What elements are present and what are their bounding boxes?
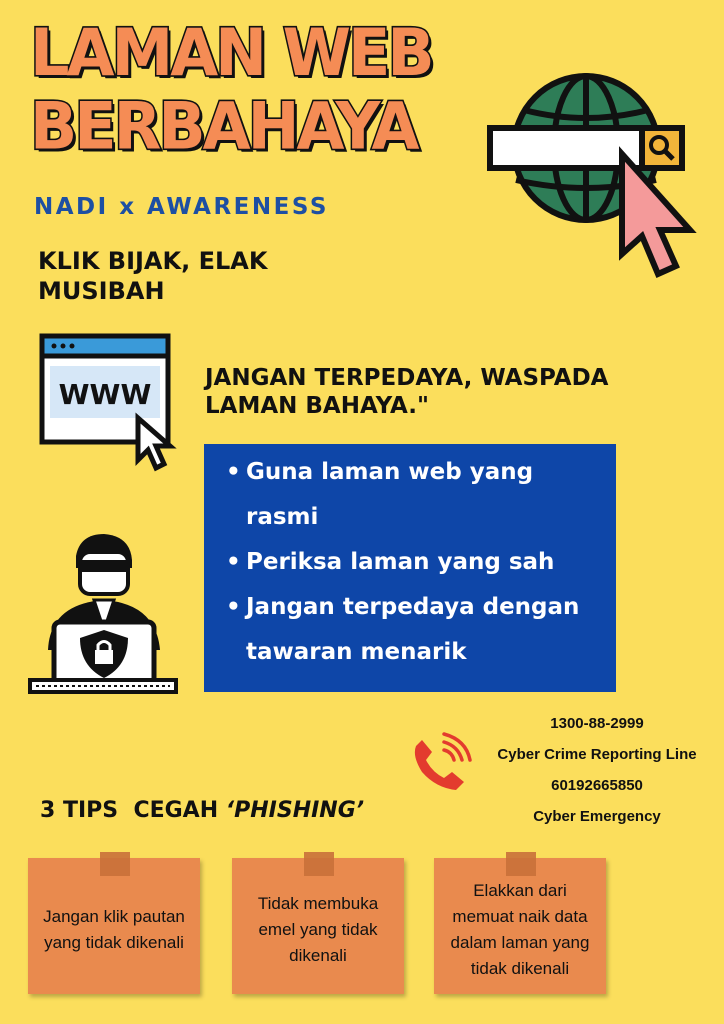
title-line-2: BERBAHAYA bbox=[30, 87, 417, 165]
title-line-1: LAMAN WEB bbox=[30, 13, 432, 91]
tip-item: • Periksa laman yang sah bbox=[224, 540, 606, 585]
tips-list bbox=[204, 444, 616, 675]
page-title bbox=[30, 13, 432, 165]
phishing-tip-text: Jangan klik pautan yang tidak dikenali bbox=[43, 907, 185, 952]
subtitle: NADI x AWARENESS bbox=[34, 194, 329, 220]
warning-text: JANGAN TERPEDAYA, WASPADA LAMAN BAHAYA." bbox=[205, 365, 609, 419]
tip-item: • Guna laman web yang rasmi bbox=[224, 450, 606, 540]
emergency-label: Cyber Emergency bbox=[533, 808, 661, 825]
emergency-number: 60192665850 bbox=[551, 777, 643, 794]
tip-item: • Jangan terpedaya dengan tawaran menarik bbox=[224, 585, 606, 675]
phishing-tip-card bbox=[232, 858, 404, 994]
phishing-heading bbox=[40, 798, 364, 823]
tape bbox=[304, 852, 334, 876]
tape bbox=[100, 852, 130, 876]
phone-icon bbox=[408, 730, 472, 794]
phishing-tip-card bbox=[434, 858, 606, 994]
hotline-label: Cyber Crime Reporting Line bbox=[497, 746, 697, 763]
www-label: WWW bbox=[58, 378, 152, 411]
globe-search-illustration bbox=[486, 70, 700, 284]
hacker-icon bbox=[28, 530, 178, 698]
tips-box bbox=[204, 444, 616, 692]
tape bbox=[506, 852, 536, 876]
phishing-heading-emphasis: ‘PHISHING’ bbox=[225, 798, 365, 823]
tagline: KLIK BIJAK, ELAK MUSIBAH bbox=[38, 247, 268, 305]
phishing-heading-prefix: 3 TIPS CEGAH bbox=[40, 798, 226, 823]
phishing-tip-text: Tidak membuka emel yang tidak dikenali bbox=[257, 894, 379, 965]
phishing-tip-text: Elakkan dari memuat naik data dalam laman yang tidak dikenali bbox=[450, 881, 590, 978]
contact-info bbox=[470, 708, 724, 832]
phishing-tip-card bbox=[28, 858, 200, 994]
hotline-number: 1300-88-2999 bbox=[550, 715, 644, 732]
search-icon bbox=[642, 128, 682, 168]
browser-window-icon bbox=[38, 332, 188, 474]
